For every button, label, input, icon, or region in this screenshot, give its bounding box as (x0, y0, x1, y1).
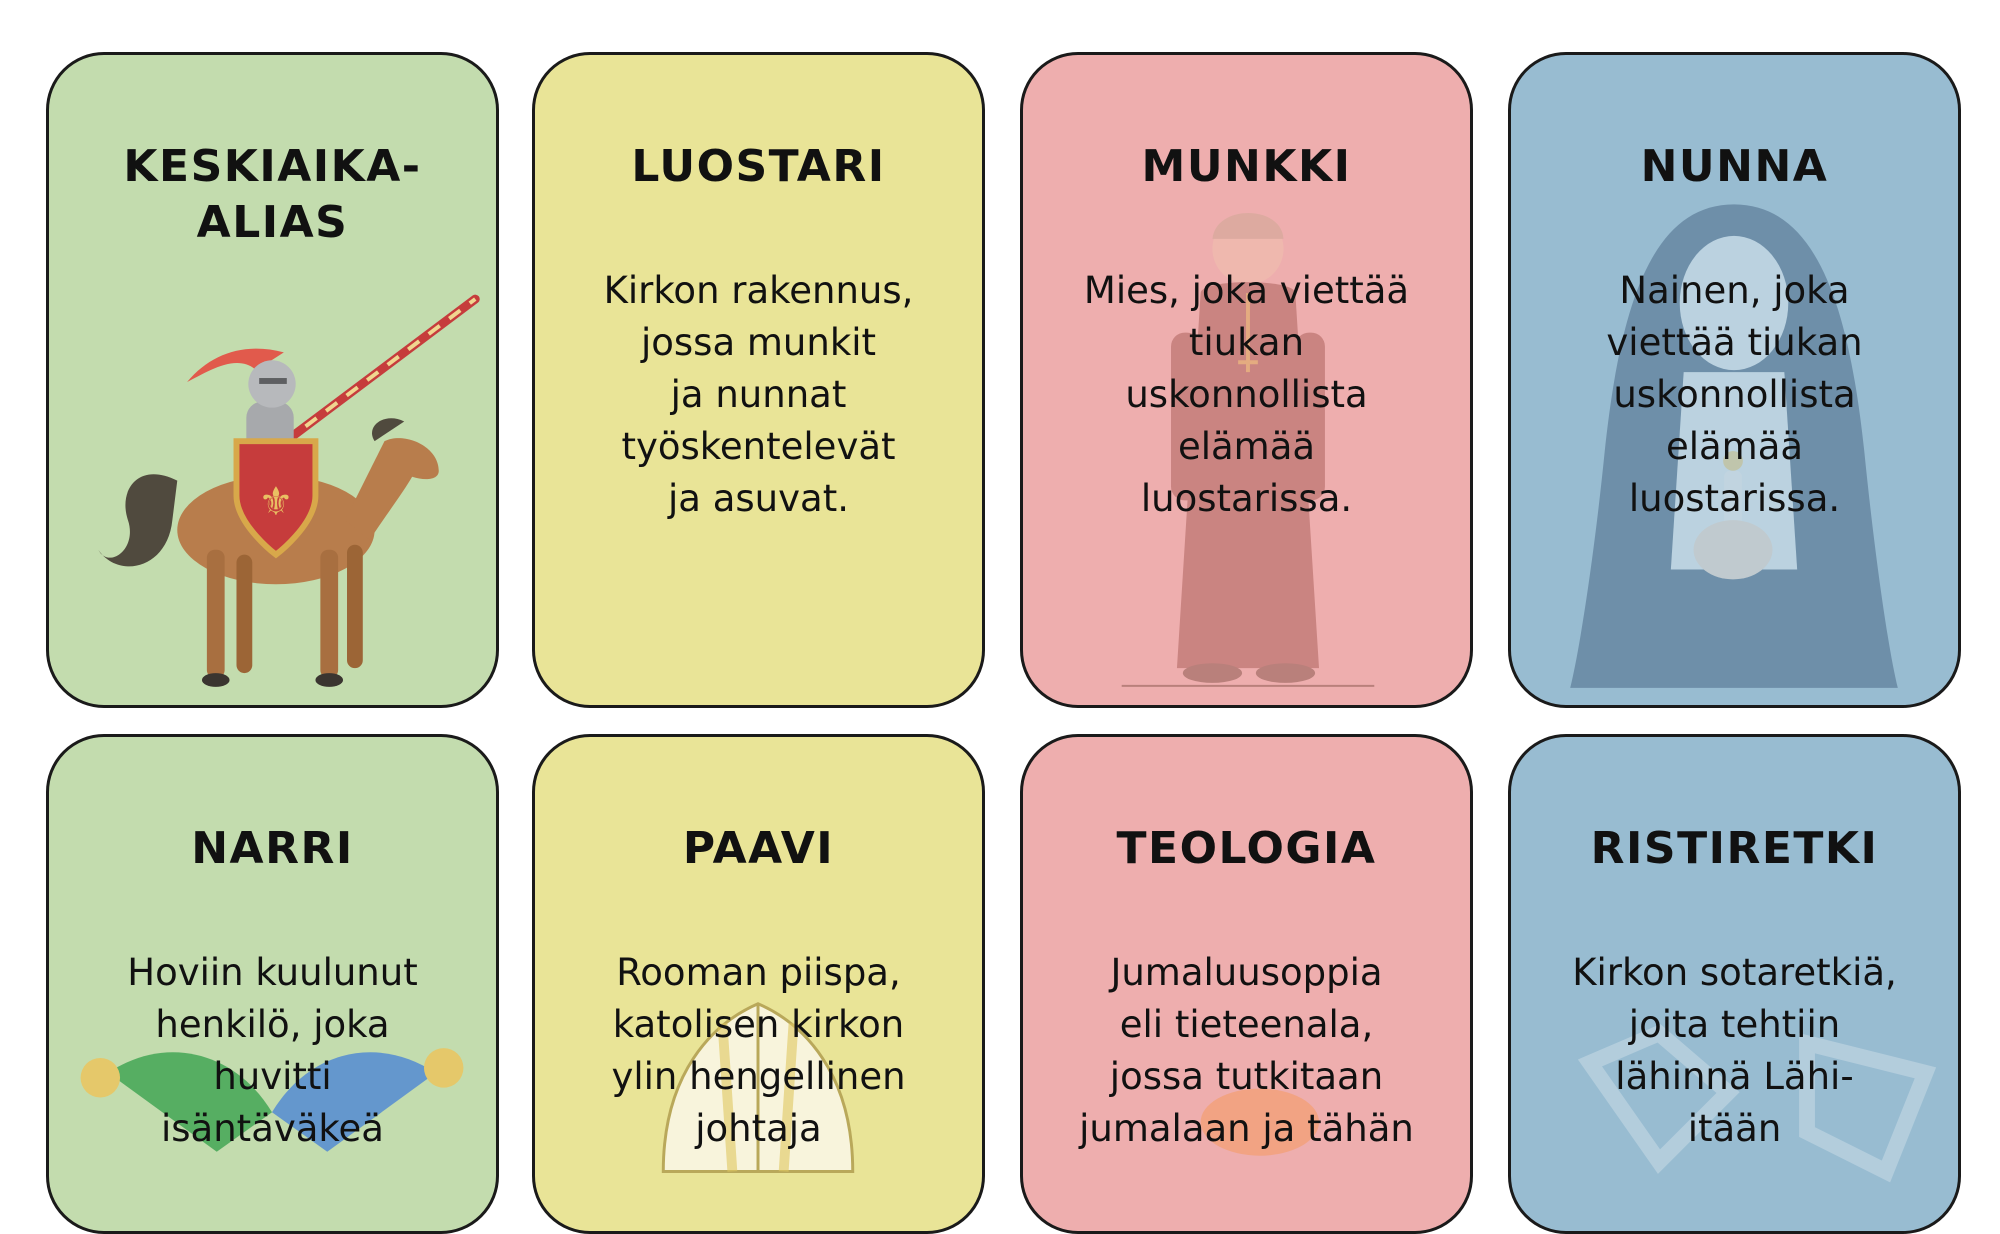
card-title: PAAVI (682, 823, 835, 874)
card-keskiaika-alias (46, 52, 499, 708)
card-description: Kirkon rakennus, jossa munkit ja nunnat työskentelevät ja asuvat. (603, 269, 914, 520)
card-description: Mies, joka viettää tiukan uskonnollista elämää luostarissa. (1083, 269, 1410, 520)
card-description: Nainen, joka viettää tiukan uskonnollista elämää luostarissa. (1606, 269, 1863, 520)
card-nunna (1508, 52, 1961, 708)
card-description: Kirkon sotaretkiä, joita tehtiin lähinnä Lähi- itään (1572, 951, 1897, 1150)
card-title: TEOLOGIA (1116, 823, 1377, 874)
svg-text:⚜: ⚜ (258, 479, 294, 526)
card-title: NUNNA (1640, 141, 1829, 192)
card-narri (46, 734, 499, 1234)
card-ristiretki (1508, 734, 1961, 1234)
card-teologia (1020, 734, 1473, 1234)
card-title: MUNKKI (1141, 141, 1352, 192)
card-paavi (532, 734, 985, 1234)
card-luostari (532, 52, 985, 708)
card-description: Rooman piispa, katolisen kirkon ylin hengellinen johtaja (611, 951, 906, 1150)
card-title: KESKIAIKA- ALIAS (123, 141, 422, 248)
card-description: Jumaluusoppia eli tieteenala, jossa tutkitaan jumalaan ja tähän (1079, 951, 1414, 1150)
card-description: Hoviin kuulunut henkilö, joka huvitti isäntäväkeä (127, 951, 418, 1150)
card-title: RISTIRETKI (1590, 823, 1879, 874)
card-title: LUOSTARI (631, 141, 886, 192)
card-munkki (1020, 52, 1473, 708)
card-title: NARRI (191, 823, 354, 874)
